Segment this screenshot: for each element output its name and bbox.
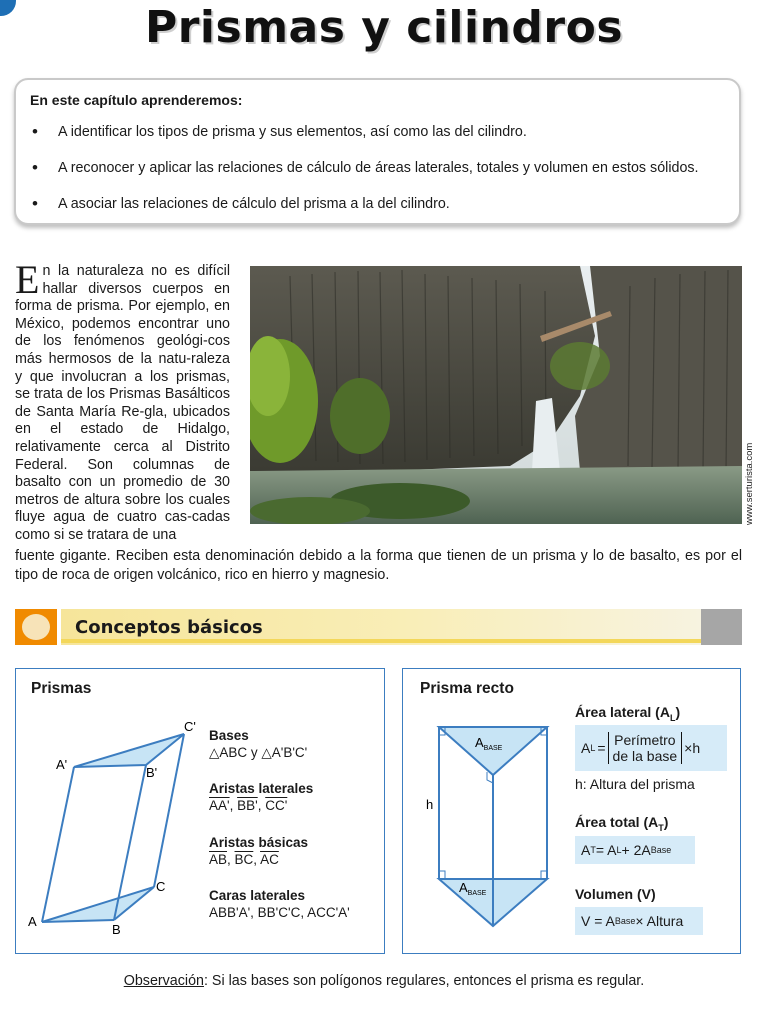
prisma-recto-title: Prisma recto	[420, 680, 514, 697]
intro-text-full: fuente gigante. Reciben esta denominación debido a la forma que tienen de un prisma y lo de basalto, es por el tipo de roca de origen volcánico, rico en hierro y magnesio.	[15, 548, 742, 583]
vertex-a-prime: A'	[56, 757, 68, 772]
prop-bases-value: △ABC y △A'B'C'	[209, 745, 308, 760]
section-badge	[15, 609, 57, 645]
area-lateral-heading: Área lateral $(A_L)$	[575, 704, 681, 723]
vertex-c-prime: C'	[184, 719, 196, 734]
prop-aristas-basicas	[209, 834, 308, 868]
label-abase-bottom: $A_{BASE}$	[459, 880, 487, 897]
prop-caras-laterales	[209, 887, 350, 921]
prismas-box	[15, 668, 385, 954]
volumen-formula: V = A Base × Altura	[575, 907, 703, 935]
segment: CC'	[265, 798, 288, 813]
prop-bases-heading: Bases	[209, 728, 249, 743]
circle-icon	[22, 614, 50, 640]
label-abase-top: $A_{BASE}$	[475, 735, 503, 752]
volumen-heading: Volumen (V)	[575, 886, 656, 902]
vertex-b: B	[112, 922, 121, 937]
right-prism-diagram	[403, 669, 583, 955]
prop-aristas-basicas-heading: Aristas básicas	[209, 835, 309, 850]
vertex-a: A	[28, 914, 37, 929]
photo-credit: www.serturista.com	[744, 442, 755, 525]
goal-item: • A identificar los tipos de prisma y sus elementos, así como las del cilindro.	[30, 124, 699, 160]
edge-aa	[42, 767, 74, 922]
segment: $\overline{AB}$	[209, 852, 228, 867]
section-tab	[701, 609, 742, 645]
prop-aristas-laterales-heading: Aristas laterales	[209, 781, 314, 796]
area-total-formula: A T = A L + 2A Base	[575, 836, 695, 864]
section-label: Conceptos básicos	[75, 617, 263, 638]
page-title: Prismas y cilindros	[144, 2, 624, 53]
prop-aristas-basicas-value: $\overline{AB}$, $\overline{BC}$, $\overline{AC}$	[209, 852, 279, 867]
observation-label: Observación	[123, 973, 204, 989]
intro-paragraph	[15, 257, 230, 545]
edge-cc	[154, 734, 184, 887]
prop-caras-laterales-heading: Caras laterales	[209, 888, 306, 903]
segment: $\overline{AC}$	[260, 852, 279, 867]
prop-aristas-laterales	[209, 780, 313, 814]
prop-aristas-laterales-value: AA', BB', CC'	[209, 798, 288, 813]
drop-cap: E	[15, 257, 40, 302]
segment: BB'	[237, 798, 258, 813]
observation	[0, 973, 768, 989]
prismas-title: Prismas	[31, 680, 92, 697]
area-total-heading: Área total $(A_T)$	[575, 814, 669, 833]
observation-text: : Si las bases son polígonos regulares, entonces el prisma es regular.	[203, 973, 645, 989]
goals-heading: En este capítulo aprenderemos:	[30, 92, 243, 108]
vertex-c: C	[156, 879, 166, 894]
prisma-recto-box	[402, 668, 741, 954]
label-height: h	[426, 797, 434, 812]
goals-list	[30, 124, 699, 232]
section-header	[15, 609, 742, 645]
segment: AA'	[209, 798, 230, 813]
area-lateral-formula: A L = Perímetro de la base ×h	[575, 725, 727, 771]
prop-bases	[209, 727, 307, 761]
segment: $\overline{BC}$	[234, 852, 254, 867]
goal-item: • A reconocer y aplicar las relaciones de cálculo de áreas laterales, totales y volumen en estos sólidos.	[30, 160, 699, 196]
basalt-prisms-photo	[250, 266, 742, 524]
goal-item: • A asociar las relaciones de cálculo del prisma a la del cilindro.	[30, 196, 699, 232]
goals-box	[14, 78, 741, 225]
prop-caras-laterales-value: ABB'A', BB'C'C, ACC'A'	[209, 905, 350, 920]
vertex-b-prime: B'	[146, 765, 158, 780]
intro-text-side: n la naturaleza no es difícil hallar diversos cuerpos en forma de prisma. Por ejemplo, en México, podemos encontrar uno de los fenómenos geológi-cos más hermosos de la natu-raleza y que involucran a los prismas, se trata de los Prismas Basálticos de Santa María Re-gla, ubicados en el estado de Hidalgo, relativamente cerca al Distrito Federal. Son columnas de basalto con un promedio de 30 metros de altura sobre los cuales fluye agua de cuatro cas-cadas como si se tratara de una	[15, 263, 230, 543]
height-note: h: Altura del prisma	[575, 776, 695, 792]
